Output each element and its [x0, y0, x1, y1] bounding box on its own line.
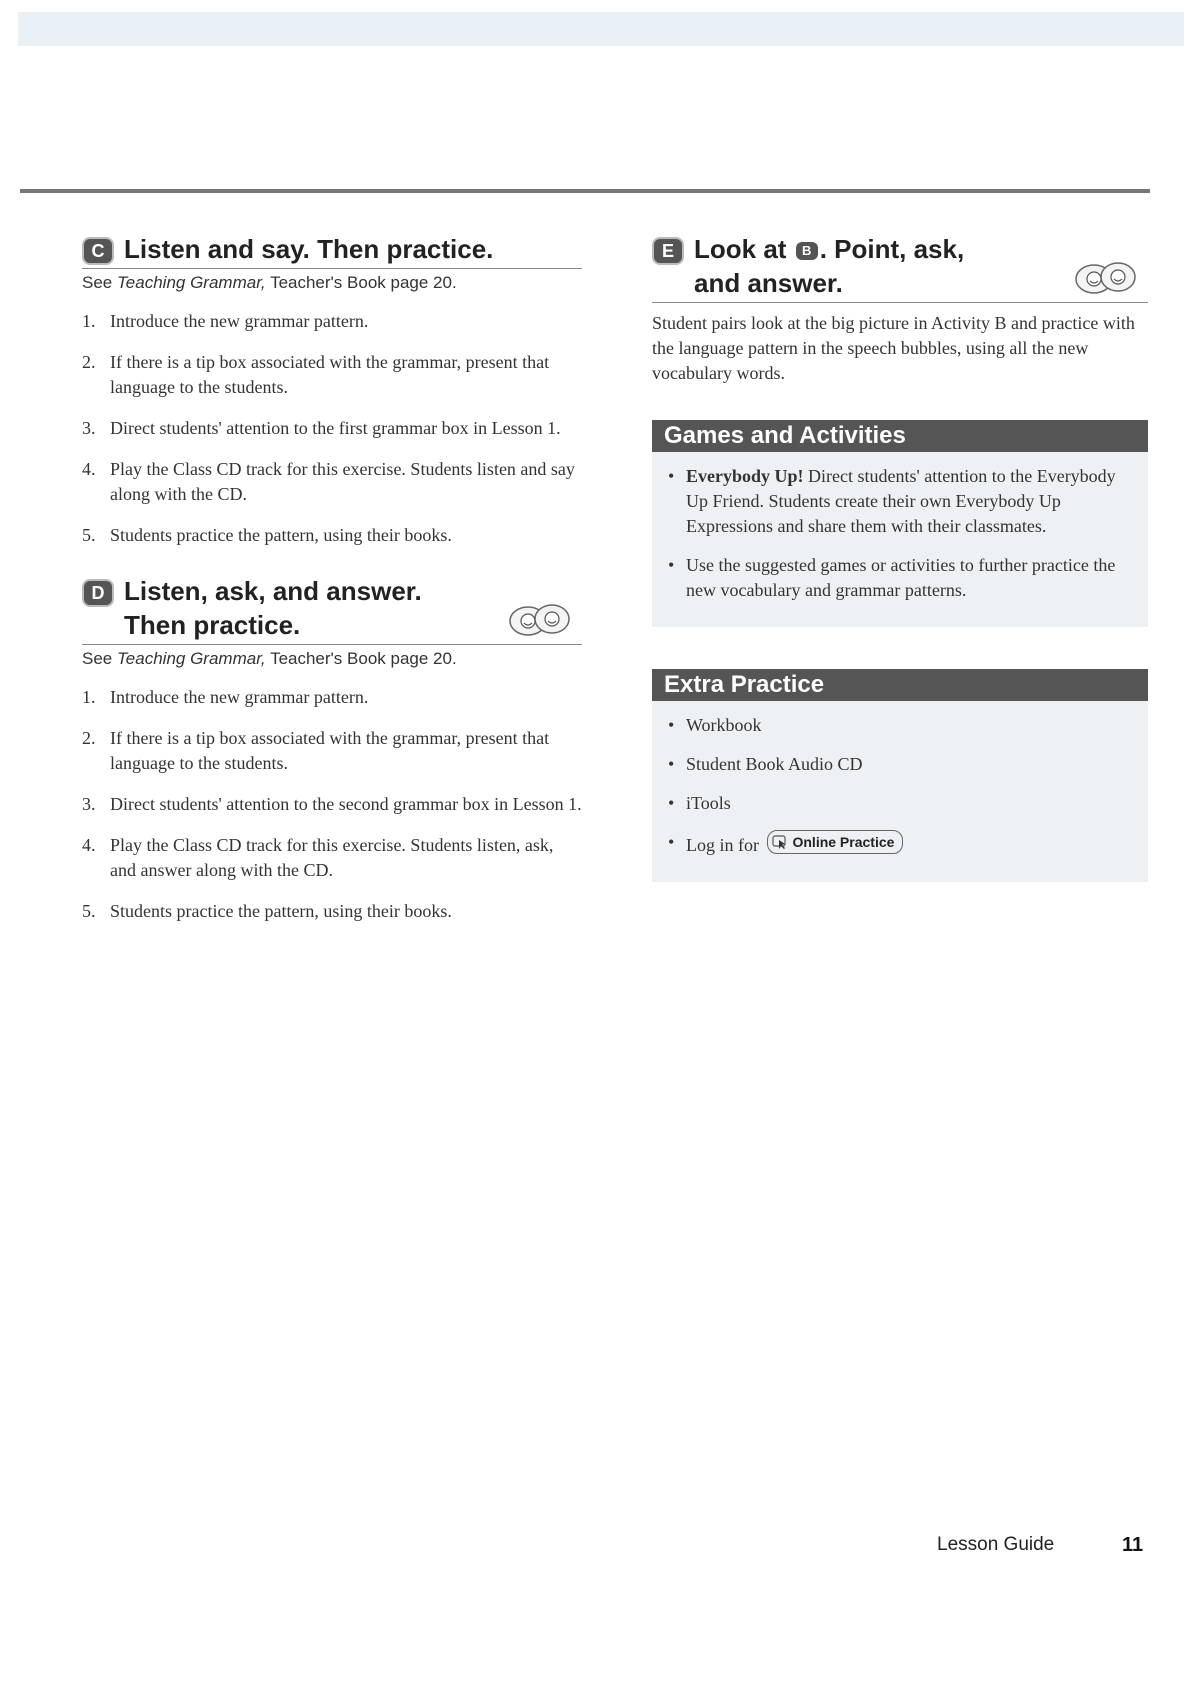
list-item: 1. Introduce the new grammar pattern.	[82, 311, 369, 331]
section-c-badge: C	[82, 237, 114, 265]
list-item: 4. Play the Class CD track for this exercise. Students listen and say along with the CD.	[82, 459, 575, 504]
extra-practice-heading: Extra Practice	[652, 669, 1148, 701]
top-band	[18, 12, 1184, 46]
list-item: 3. Direct students' attention to the first grammar box in Lesson 1.	[82, 418, 561, 438]
online-practice-link[interactable]: Online Practice	[767, 830, 903, 854]
list-item: 5. Students practice the pattern, using their books.	[82, 901, 452, 921]
section-e-badge: E	[652, 237, 684, 265]
section-d-steps	[82, 685, 582, 924]
list-item: 1. Introduce the new grammar pattern.	[82, 687, 369, 707]
page-number: 11	[1122, 1534, 1144, 1556]
section-e-title-line1: Look at B . Point, ask,	[694, 234, 965, 264]
list-item: • Use the suggested games or activities to further practice the new vocabulary and grammar patterns.	[668, 553, 1132, 603]
section-c-title: Listen and say. Then practice.	[124, 234, 494, 264]
list-item: 5. Students practice the pattern, using their books.	[82, 525, 452, 545]
extra-practice-box	[652, 669, 1148, 882]
section-e-heading	[652, 232, 1148, 303]
section-d-heading	[82, 574, 582, 645]
list-item: 3. Direct students' attention to the second grammar box in Lesson 1.	[82, 794, 582, 814]
list-item: • Student Book Audio CD	[668, 752, 1132, 777]
speech-bubbles-icon	[504, 600, 574, 640]
left-column	[82, 232, 582, 940]
section-d-title-line1: Listen, ask, and answer.	[124, 576, 422, 606]
right-column	[652, 232, 1148, 882]
section-c-reference: See Teaching Grammar, Teacher's Book page 20.	[82, 273, 457, 292]
activity-b-ref-badge: B	[796, 242, 818, 260]
section-d-badge: D	[82, 579, 114, 607]
section-e-paragraph: Student pairs look at the big picture in Activity B and practice with the language pattern in the speech bubbles, using all the new vocabulary words.	[652, 313, 1135, 383]
list-item: 2. If there is a tip box associated with the grammar, present that language to the students.	[82, 728, 550, 773]
list-item: • iTools	[668, 791, 1132, 816]
list-item: • Everybody Up! Direct students' attention to the Everybody Up Friend. Students create their own Everybody Up Expressions and share them with their classmates.	[668, 464, 1132, 539]
footer-guide-label: Lesson Guide	[937, 1534, 1055, 1555]
list-item: 4. Play the Class CD track for this exercise. Students listen, ask, and answer along with the CD.	[82, 835, 554, 880]
speech-bubbles-icon	[1070, 258, 1140, 298]
section-e-title-line2: and answer.	[694, 268, 843, 298]
games-activities-box	[652, 420, 1148, 627]
header-rule	[20, 189, 1150, 193]
list-item: • Workbook	[668, 713, 1132, 738]
list-item: 2. If there is a tip box associated with the grammar, present that language to the students.	[82, 352, 550, 397]
section-d-reference: See Teaching Grammar, Teacher's Book page 20.	[82, 649, 457, 668]
cursor-click-icon	[772, 834, 788, 850]
list-item: • Log in for Online Practice	[668, 830, 1132, 858]
games-activities-heading: Games and Activities	[652, 420, 1148, 452]
section-c-steps	[82, 309, 582, 548]
section-c-heading	[82, 232, 582, 269]
section-d-title-line2: Then practice.	[124, 610, 301, 640]
